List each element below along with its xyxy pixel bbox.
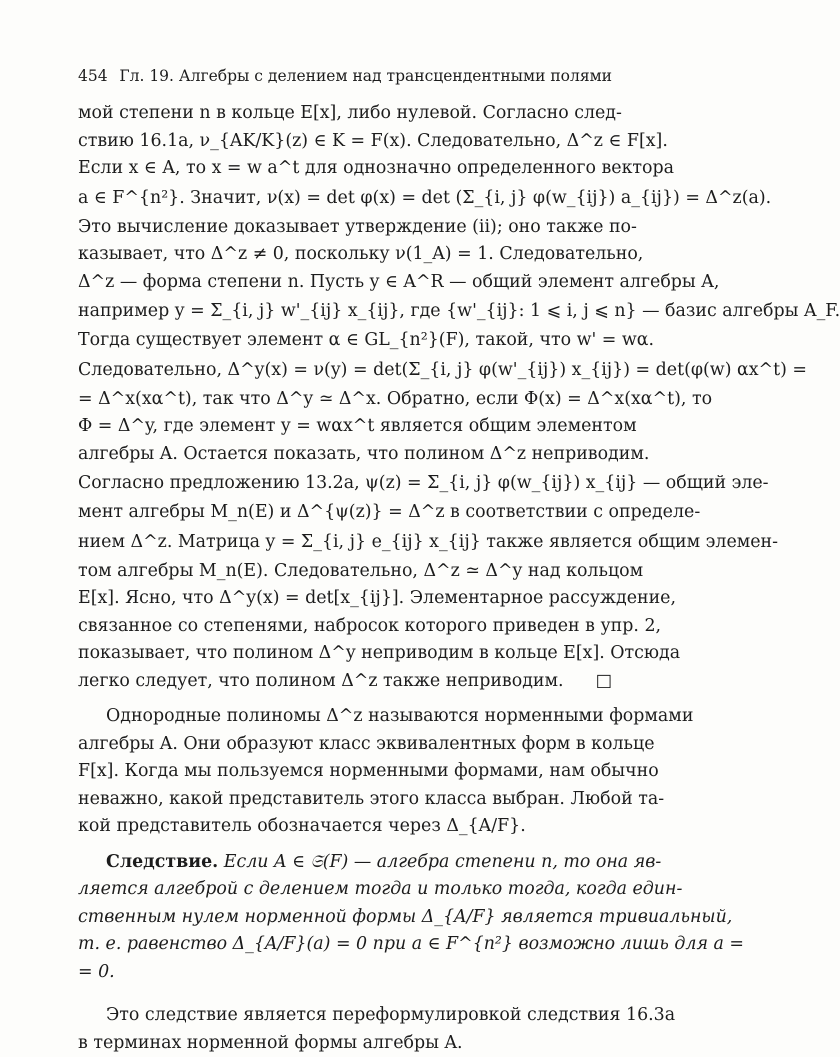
corollary-paragraph <box>78 849 612 987</box>
text-line: мой степени n в кольце E[x], либо нулевой. Согласно след- <box>78 100 612 128</box>
text-line: ляется алгеброй с делением тогда и только тогда, когда един- <box>78 876 612 904</box>
qed-symbol: □ <box>596 668 612 696</box>
text-line: том алгебры M_n(E). Следовательно, Δ^z ≃ Δ^y над кольцом <box>78 558 612 586</box>
text-line: например y = Σ_{i, j} w'_{ij} x_{ij}, где {w'_{ij}: 1 ⩽ i, j ⩽ n} — базис алгебры A_F. <box>78 296 612 327</box>
text-line: т. е. равенство Δ_{A/F}(a) = 0 при a ∈ F^{n²} возможно лишь для a = <box>78 931 612 959</box>
running-title: Гл. 19. Алгебры с делением над трансцендентными полями <box>119 66 612 86</box>
page-header <box>78 66 612 86</box>
text-line: неважно, какой представитель этого класса выбран. Любой та- <box>78 786 612 814</box>
text-line: связанное со степенями, набросок которого приведен в упр. 2, <box>78 613 612 641</box>
closing-paragraph <box>78 1002 612 1057</box>
text-line: алгебры A. Остается показать, что полином Δ^z неприводим. <box>78 441 612 469</box>
text-line: Это следствие является переформулировкой следствия 16.3a <box>78 1002 612 1030</box>
text-line: Φ = Δ^y, где элемент y = wαx^t является общим элементом <box>78 413 612 441</box>
text-line: Тогда существует элемент α ∈ GL_{n²}(F), такой, что w' = wα. <box>78 327 612 355</box>
text-line: Δ^z — форма степени n. Пусть y ∈ A^R — общий элемент алгебры A, <box>78 269 612 297</box>
proof-paragraph <box>78 100 612 695</box>
text-line: алгебры A. Они образуют класс эквивалентных форм в кольце <box>78 731 612 759</box>
page-body <box>78 100 612 1057</box>
text-line: E[x]. Ясно, что Δ^y(x) = det[x_{ij}]. Элементарное рассуждение, <box>78 585 612 613</box>
definition-paragraph <box>78 703 612 841</box>
text-line: = Δ^x(xα^t), так что Δ^y ≃ Δ^x. Обратно, если Φ(x) = Δ^x(xα^t), то <box>78 386 612 414</box>
text-line: F[x]. Когда мы пользуемся норменными формами, нам обычно <box>78 758 612 786</box>
text-line: казывает, что Δ^z ≠ 0, поскольку ν(1_A) = 1. Следовательно, <box>78 241 612 269</box>
text-line: Согласно предложению 13.2a, ψ(z) = Σ_{i, j} φ(w_{ij}) x_{ij} — общий эле- <box>78 468 612 499</box>
page-number: 454 <box>78 66 108 86</box>
text-line: ствию 16.1a, ν_{AK/K}(z) ∈ K = F(x). Следовательно, Δ^z ∈ F[x]. <box>78 128 612 156</box>
text-line: Это вычисление доказывает утверждение (ii); оно также по- <box>78 214 612 242</box>
text-line-content: легко следует, что полином Δ^z также неприводим. <box>78 671 564 691</box>
text-line: нием Δ^z. Матрица y = Σ_{i, j} e_{ij} x_{ij} также является общим элемен- <box>78 527 612 558</box>
text-line: Следовательно, Δ^y(x) = ν(y) = det(Σ_{i, j} φ(w'_{ij}) x_{ij}) = det(φ(w) αx^t) = <box>78 355 612 386</box>
text-line <box>78 668 612 696</box>
text-line-content: Если A ∈ 𝔖(F) — алгебра степени n, то она яв- <box>224 852 661 872</box>
text-line: в терминах норменной формы алгебры A. <box>78 1030 612 1057</box>
text-line: a ∈ F^{n²}. Значит, ν(x) = det φ(x) = det (Σ_{i, j} φ(w_{ij}) a_{ij}) = Δ^z(a). <box>78 183 612 214</box>
text-line <box>78 849 612 877</box>
text-line: кой представитель обозначается через Δ_{A/F}. <box>78 813 612 841</box>
text-line: Если x ∈ A, то x = w a^t для однозначно определенного вектора <box>78 155 612 183</box>
corollary-label: Следствие. <box>106 852 218 872</box>
text-line: = 0. <box>78 959 612 987</box>
text-line: Однородные полиномы Δ^z называются норменными формами <box>78 703 612 731</box>
text-line: мент алгебры M_n(E) и Δ^{ψ(z)} = Δ^z в соответствии с определе- <box>78 499 612 527</box>
text-line: ственным нулем норменной формы Δ_{A/F} является тривиальный, <box>78 904 612 932</box>
text-line: показывает, что полином Δ^y неприводим в кольце E[x]. Отсюда <box>78 640 612 668</box>
